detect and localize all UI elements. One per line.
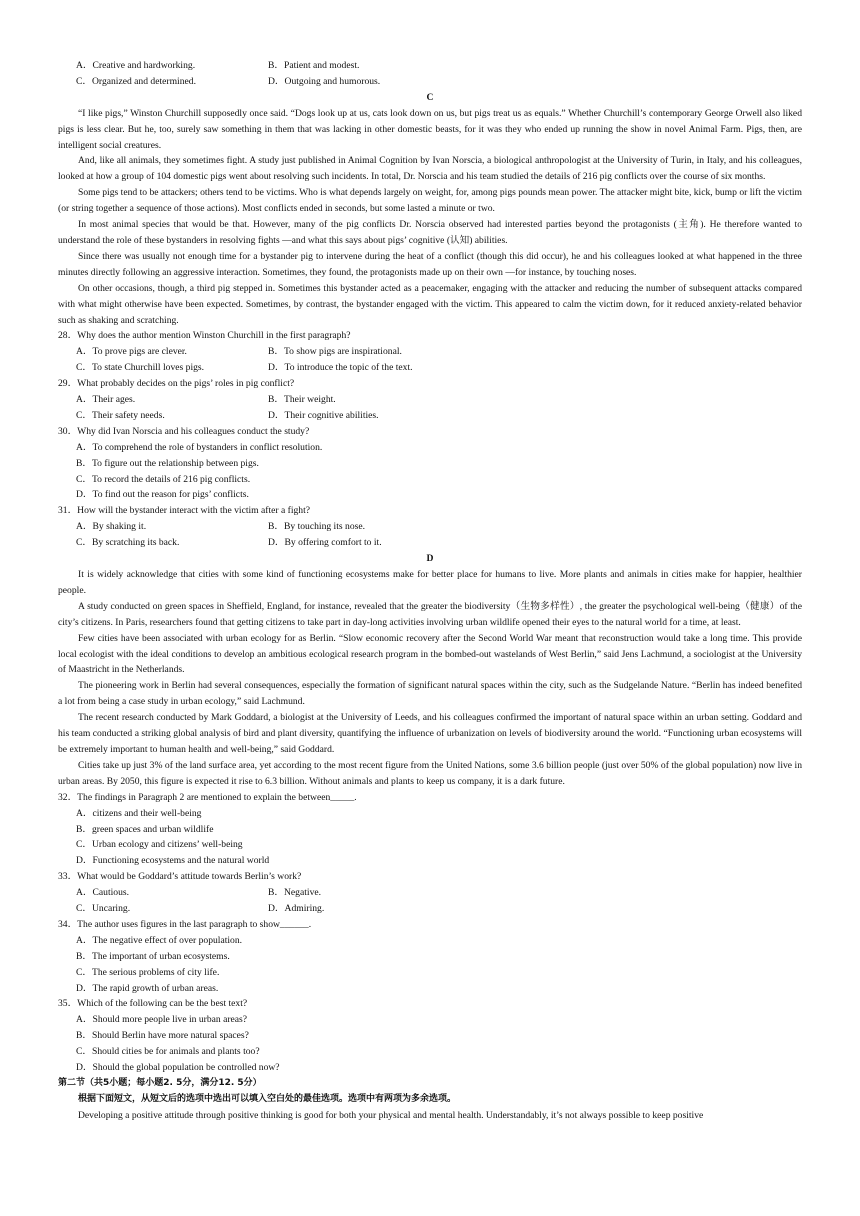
option-d[interactable]: D．Should the global population be controlled now? bbox=[76, 1062, 280, 1074]
option-b[interactable]: B．By touching its nose. bbox=[268, 521, 366, 533]
option-d[interactable]: D．Their cognitive abilities. bbox=[268, 409, 379, 421]
option-c[interactable]: C．Urban ecology and citizens’ well-being bbox=[76, 839, 243, 851]
option-b[interactable]: B．green spaces and urban wildlife bbox=[76, 823, 214, 835]
option-c[interactable]: C．To record the details of 216 pig conflicts. bbox=[76, 473, 251, 485]
question-33-stem: 33．What would be Goddard’s attitude towards Berlin’s work? bbox=[58, 871, 302, 883]
option-c[interactable]: C．By scratching its back. bbox=[76, 537, 180, 549]
passage-d-paragraph: The pioneering work in Berlin had several consequences, especially the formation of significant natural spaces within the city, such as the Sudgelande Nature. “Berlin has indeed benefited a lot from being a case study in urban ecology,” said Lachmund. bbox=[58, 680, 802, 708]
option-d[interactable]: D．Functioning ecosystems and the natural world bbox=[76, 855, 270, 867]
option-d[interactable]: D．The rapid growth of urban areas. bbox=[76, 982, 219, 994]
option-b[interactable]: B．To figure out the relationship between pigs. bbox=[76, 457, 259, 469]
passage-c-paragraph: On other occasions, though, a third pig stepped in. Sometimes this bystander acted as a peacemaker, engaging with the attacker and reducing the number of subsequent attacks compared with what might otherwise have been expected. Sometimes, by contrast, the bystander engaged with the victim. This appeared to calm the victim down, for it reduced anxiety-related behavior such as shaking and scratching. bbox=[58, 282, 802, 326]
section-2-instruction: 根据下面短文，从短文后的选项中选出可以填入空白处的最佳选项。选项中有两项为多余选项。 bbox=[78, 1093, 457, 1104]
option-a[interactable]: A．By shaking it. bbox=[76, 521, 147, 533]
question-28-stem: 28．Why does the author mention Winston Churchill in the first paragraph? bbox=[58, 330, 351, 342]
option-a[interactable]: A．citizens and their well-being bbox=[76, 807, 202, 819]
option-b[interactable]: B．To show pigs are inspirational. bbox=[268, 346, 402, 358]
question-34-stem: 34．The author uses figures in the last paragraph to show______. bbox=[58, 918, 312, 930]
q29-options-row-1 bbox=[58, 392, 802, 408]
option-b[interactable]: B．Patient and modest. bbox=[268, 60, 360, 71]
section-2-first-line: Developing a positive attitude through positive thinking is good for both your physical and mental health. Understandably, it’s not always possible to keep positive bbox=[78, 1109, 704, 1121]
option-d[interactable]: D．Admiring. bbox=[268, 903, 325, 915]
option-d[interactable]: D．To introduce the topic of the text. bbox=[268, 362, 413, 374]
passage-c-paragraph: Since there was usually not enough time for a bystander pig to intervene during the heat of a conflict (though this did occur), he and his colleagues looked at what happened in the three minutes directly following an aggressive interaction. Sometimes, they found, the protagonists made up on their own —for instance, by touching noses. bbox=[58, 250, 802, 278]
option-a[interactable]: A．To comprehend the role of bystanders in conflict resolution. bbox=[76, 441, 323, 453]
option-a[interactable]: A．The negative effect of over population. bbox=[76, 934, 243, 946]
option-a[interactable]: A．Their ages. bbox=[76, 394, 136, 406]
passage-d-paragraph: The recent research conducted by Mark Goddard, a biologist at the University of Leeds, and his colleagues confirmed the important of natural space within an urban setting. Goddard and his team conducted a striking global analysis of bird and plant diversity, quantifying the influence of urbanization on levels of biodiversity around the world. “Functioning urban ecosystems will be extremely important to human health and well-being,” said Goddard. bbox=[58, 712, 802, 755]
passage-c-label: C bbox=[426, 91, 434, 103]
passage-c-paragraph: And, like all animals, they sometimes fight. A study just published in Animal Cognition by Ivan Norscia, a biological anthropologist at the University of Turin, in Italy, and his colleagues, looked at how a group of 104 domestic pigs went about resolving such incidents. In total, Dr. Norscia and his team studied the details of 216 pig conflicts over the course of six months. bbox=[58, 155, 802, 183]
q27-options-row-1 bbox=[58, 58, 802, 74]
q33-options-row-1 bbox=[58, 885, 802, 901]
option-d[interactable]: D．Outgoing and humorous. bbox=[268, 75, 381, 87]
option-a[interactable]: A．To prove pigs are clever. bbox=[76, 346, 187, 358]
q29-options-row-2 bbox=[58, 408, 802, 424]
option-c[interactable]: C．Uncaring. bbox=[76, 903, 131, 915]
option-c[interactable]: C．Organized and determined. bbox=[76, 75, 196, 87]
passage-d-paragraph: Few cities have been associated with urban ecology for as Berlin. “Slow economic recovery after the Second World War meant that reconstruction would take a long time. This provide local ecologist with the ideal conditions to develop an ambitious ecological research program in the bombed-out wastelands of West Berlin,” said Jens Lachmund, a sociologist at the University of Maastricht in the Netherlands. bbox=[58, 632, 802, 676]
option-d[interactable]: D．By offering comfort to it. bbox=[268, 537, 382, 549]
passage-d-paragraph: Cities take up just 3% of the land surface area, yet according to the most recent figure from the United Nations, some 3.6 billion people (just over 50% of the global population) now live in urban areas. By 2050, this figure is expected it rise to 6.3 billion. Without animals and plants to keep us company, it is a dark future. bbox=[58, 759, 802, 787]
exam-page bbox=[58, 58, 802, 1124]
option-b[interactable]: B．Negative. bbox=[268, 887, 322, 899]
option-c[interactable]: C．The serious problems of city life. bbox=[76, 966, 220, 978]
passage-d-paragraph: It is widely acknowledge that cities with some kind of functioning ecosystems make for better place for humans to live. More plants and animals in cities make for happier, healthier people. bbox=[58, 569, 802, 596]
question-29-stem: 29．What probably decides on the pigs’ roles in pig conflict? bbox=[58, 378, 295, 390]
section-2-title: 第二节（共5小题；每小题2. 5分，满分12. 5分） bbox=[58, 1078, 262, 1088]
option-c[interactable]: C．Should cities be for animals and plants too? bbox=[76, 1046, 260, 1058]
q31-options-row-2 bbox=[58, 535, 802, 551]
passage-c-paragraph: “I like pigs,” Winston Churchill supposedly once said. “Dogs look up at us, cats look down on us, but pigs treat us as equals.” Whether Churchill’s contemporary George Orwell also liked pigs is less clear. But he, too, surely saw something in them that was lacking in other domestic beasts, for it was they who ended up running the show in novel Animal Farm. Pigs, then, are intelligent social creatures. bbox=[58, 107, 802, 151]
passage-c-paragraph: In most animal species that would be that. However, many of the pig conflicts Dr. Norscia observed had interested parties beyond the protagonists (主角). He therefore wanted to understand the role of these bystanders in resolving fights —and what this says about pigs’ cognitive (认知) abilities. bbox=[58, 219, 802, 246]
question-32-stem: 32．The findings in Paragraph 2 are mentioned to explain the between_____. bbox=[58, 791, 357, 803]
option-c[interactable]: C．Their safety needs. bbox=[76, 409, 165, 421]
option-b[interactable]: B．Should Berlin have more natural spaces? bbox=[76, 1030, 249, 1042]
option-a[interactable]: A．Creative and hardworking. bbox=[76, 60, 196, 71]
option-c[interactable]: C．To state Churchill loves pigs. bbox=[76, 362, 205, 374]
question-31-stem: 31．How will the bystander interact with the victim after a fight? bbox=[58, 505, 311, 517]
option-a[interactable]: A．Should more people live in urban areas? bbox=[76, 1014, 248, 1026]
passage-c-paragraph: Some pigs tend to be attackers; others tend to be victims. Who is what depends largely on weight, for, among pigs pounds mean power. The attacker might bite, kick, bump or lift the victim (or string together a sequence of those actions). Most conflicts ended in seconds, but some lasted a minute or two. bbox=[58, 187, 802, 215]
option-d[interactable]: D．To find out the reason for pigs’ conflicts. bbox=[76, 489, 249, 501]
question-30-stem: 30．Why did Ivan Norscia and his colleagues conduct the study? bbox=[58, 425, 310, 437]
passage-d-paragraph: A study conducted on green spaces in Sheffield, England, for instance, revealed that the greater the biodiversity（生物多样性）, the greater the psychological well-being（健康）of the city’s citizens. In Paris, researchers found that getting citizens to take part in day-long activities involving urban wildlife opened their eyes to the natural world for a time, at least. bbox=[58, 600, 802, 628]
option-a[interactable]: A．Cautious. bbox=[76, 887, 130, 899]
q28-options-row-2 bbox=[58, 360, 802, 376]
question-35-stem: 35．Which of the following can be the best text? bbox=[58, 998, 248, 1010]
q33-options-row-2 bbox=[58, 901, 802, 917]
q31-options-row-1 bbox=[58, 519, 802, 535]
option-b[interactable]: B．Their weight. bbox=[268, 394, 336, 406]
passage-d-label: D bbox=[426, 553, 434, 565]
q27-options-row-2 bbox=[58, 74, 802, 90]
q28-options-row-1 bbox=[58, 344, 802, 360]
option-b[interactable]: B．The important of urban ecosystems. bbox=[76, 950, 230, 962]
